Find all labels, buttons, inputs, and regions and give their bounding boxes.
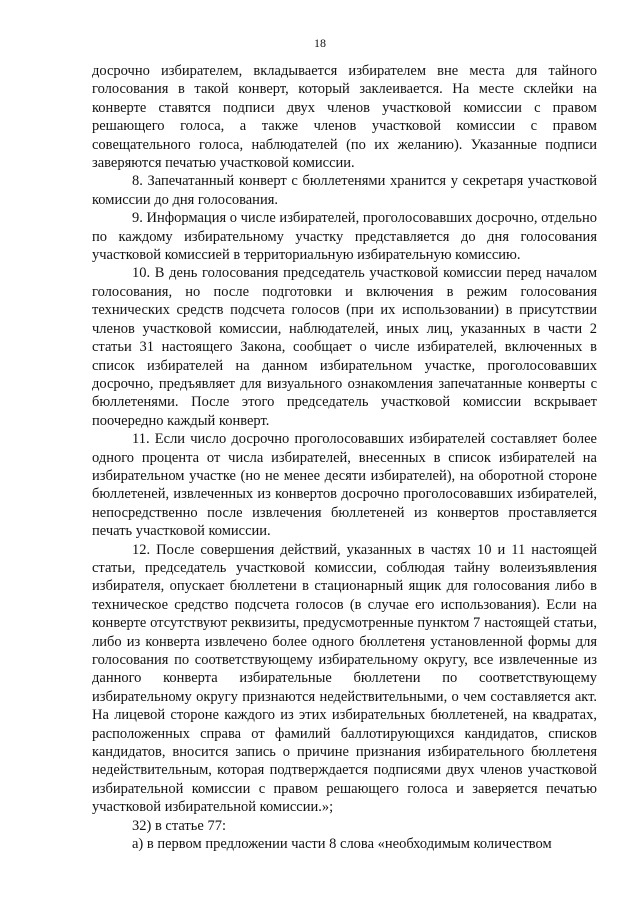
paragraph-item-10: 10. В день голосования председатель участковой комиссии перед началом голосования, но после подготовки и включения в режим голосования технических средств подсчета голосов (при их использовании) в присутствии членов участковой комиссии, наблюдателей, иных лиц, указанных в части 2 статьи 31 настоящего Закона, сообщает о числе избирателей, включенных в список избирателей на данном избирательном участке, проголосовавших досрочно, предъявляет для визуального ознакомления запечатанные конверты с бюллетенями. После этого председатель участковой комиссии вскрывает поочередно каждый конверт.	[92, 265, 597, 429]
paragraph-subitem-a: а) в первом предложении части 8 слова «необходимым количеством	[132, 836, 552, 853]
page-number: 18	[314, 36, 326, 50]
paragraph-item-8: 8. Запечатанный конверт с бюллетенями хранится у секретаря участковой комиссии до дня голосования.	[92, 173, 597, 208]
paragraph-continuation: досрочно избирателем, вкладывается избирателем вне места для тайного голосования в такой конверт, который заклеивается. На месте склейки на конверте ставятся подписи двух членов участковой комиссии с правом решающего голоса, а также членов участковой комиссии с правом совещательного голоса, наблюдателей (по их желанию). Указанные подписи заверяются печатью участковой комиссии.	[92, 63, 597, 172]
paragraph-item-9: 9. Информация о числе избирателей, проголосовавших досрочно, отдельно по каждому избирательному участку представляется до дня голосования участковой комиссией в территориальную избирательную комиссию.	[92, 210, 597, 264]
document-body	[92, 62, 597, 853]
paragraph-item-11: 11. Если число досрочно проголосовавших избирателей составляет более одного процента от числа избирателей, внесенных в список избирателей на избирательном участке (но не менее десяти избирателей), на оборотной стороне бюллетеней, извлеченных из конвертов досрочно проголосовавших избирателей, непосредственно после извлечения бюллетеней из конвертов проставляется печать участковой комиссии.	[92, 431, 597, 540]
paragraph-item-12: 12. После совершения действий, указанных в частях 10 и 11 настоящей статьи, председатель участковой комиссии, соблюдая тайну волеизъявления избирателя, опускает бюллетени в стационарный ящик для голосования либо в техническое средство подсчета голосов (в случае его использования). Если на конверте отсутствуют реквизиты, предусмотренные пунктом 7 настоящей статьи, либо из конверта извлечено более одного бюллетеня установленной формы для голосования по соответствующему избирательному округу, все извлеченные из данного конверта избирательные бюллетени по соответствующему избирательному округу признаются недействительными, о чем составляется акт. На лицевой стороне каждого из этих избирательных бюллетеней, на квадратах, расположенных справа от фамилий баллотирующихся кандидатов, списков кандидатов, вносится запись о причине признания избирательного бюллетеня недействительным, которая подтверждается подписями двух членов участковой избирательной комиссии с правом решающего голоса и заверяется печатью участковой избирательной комиссии.»;	[92, 541, 597, 816]
paragraph-item-32: 32) в статье 77:	[132, 817, 226, 834]
